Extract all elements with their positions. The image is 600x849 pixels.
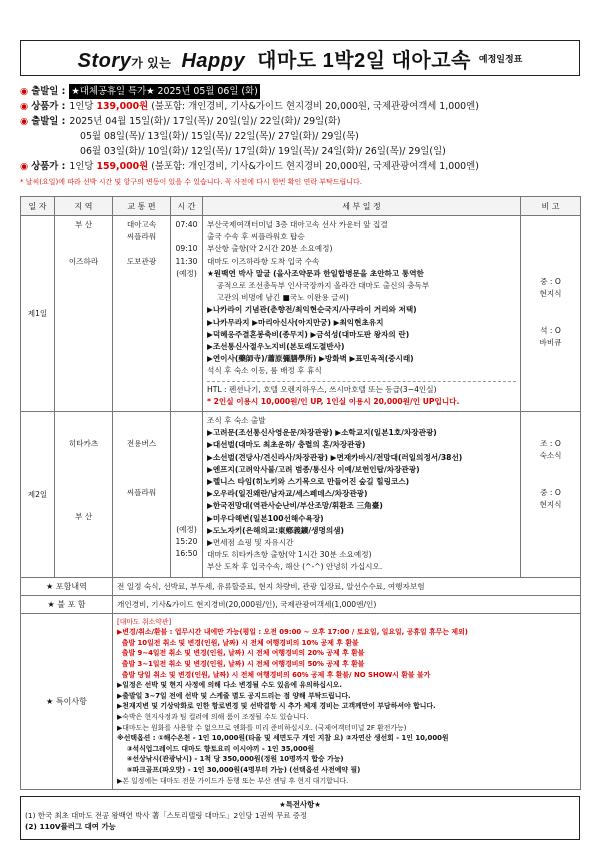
day1-row xyxy=(21,216,581,412)
departure2-row: ◉ 출발일 : 2025년 04월 15일(화)/ 17일(목)/ 20일(일)/ 22일(화)/ 29일(화) xyxy=(20,116,341,127)
gift-box xyxy=(20,796,580,840)
bullet-icon: ◉ xyxy=(20,101,29,112)
bullet-icon: ◉ xyxy=(20,86,29,97)
page-subtitle: 예정일정표 xyxy=(478,54,523,65)
info-block xyxy=(20,84,580,190)
exclude-value: 개인경비, 기사&가이드 현지경비(20,000원/인), 국제관광여객세(1,000엔/인) xyxy=(113,595,581,613)
title-box xyxy=(20,40,580,76)
hotel-note: * 2인실 이용시 10,000원/인 UP, 1인실 이용시 20,000원/인 UP입니다. xyxy=(207,396,460,406)
gift-line-1: (1) 한국 최초 대마도 전공 왕백연 박사 著「스토리텔링 대마도」2인당 1권씩 무료 증정 xyxy=(25,811,308,821)
gift-title: ★특전사항★ xyxy=(279,800,321,810)
hotel-line: HTL : 펜션나기, 호텔 오렌지하우스, 쓰시마호텔 또는 동급(3~4인실) xyxy=(207,384,437,394)
day2-region: 히타카츠 부 산 xyxy=(55,412,113,578)
price2-row: ◉ 상품가 : 1인당 159,000원 (불포함: 개인경비, 기사&가이드 현지경비 20,000원, 국제관광여객세 1,000엔) xyxy=(20,161,479,172)
price1-row: ◉ 상품가 : 1인당 139,000원 (불포함: 개인경비, 기사&가이드 현지경비 20,000원, 국제관광여객세 1,000엔) xyxy=(20,101,479,112)
include-row: ★ 포함내역 전 일정 숙식, 선박료, 부두세, 유류할증료, 현지 차량비, 관광 입장료, 알선수수료, 여행자보험 xyxy=(21,577,581,595)
departure2-line3: 06월 03일(화)/ 10일(화)/ 12일(목)/ 17일(화)/ 19일(목)/ 24일(화)/ 26일(목)/ 29일(일) xyxy=(80,146,446,157)
departure2-line2: 05월 08일(목)/ 13일(화)/ 15일(목)/ 22일(목)/ 27일(화)/ 29일(목) xyxy=(80,131,359,142)
day2-label: 제2일 xyxy=(21,412,55,578)
day2-transport: 전용버스 씨플라워 xyxy=(113,412,171,578)
schedule-table xyxy=(20,196,581,790)
special-departure: ★대체공휴일 특가★ 2025년 05월 06일 (화) xyxy=(71,86,258,97)
page xyxy=(20,0,580,840)
day1-transport: 대아고속 씨플라워 도보관광 xyxy=(113,216,171,412)
gift-line-2: (2) 110V플러그 대여 가능 xyxy=(25,822,116,832)
weather-notice: * 날씨(요일)에 따라 선박 시간 및 항구의 변동이 있을 수 있습니다. 꼭 사전에 다시 한번 확인 연락 부탁드립니다. xyxy=(20,178,363,186)
table-header: 일 자 지 역 교 통 편 시 간 세 부 일 정 비 고 xyxy=(21,197,581,216)
cancel-policy: [대마도 취소약관] ▶변경/취소/환불 : 업무시간 내에만 가능(평일 : 오전 09:00 ~ 오후 17:00 / 토요일, 일요일, 공휴일 휴무는 제외) 출발 10일전 취소 및 변경(인원, 날짜) 시 전체 여행경비의 10% 공제 후 환불 출발 9~4일전 취소 및 변경(인원, 날짜) 시 전체 여행경비의 20% 공제 후 환불 출발 3~1일전 취소 및 변경(인원, 날짜) 시 전체 여행경비의 50% 공제 후 환불 출발 당일 취소 및 변경(인원, 날짜) 시 전체 여행경비의 60% 공제 후 환불/ NO SHOW시 환불 불가 ▶일정은 선박 및 현지 사정에 의해 다소 변경될 수도 있음에 유의하십시오. ▶출발일 3~7일 전에 선박 및 스케줄 별도 공지드리는 점 양해 부탁드립니다. ▶천재지변 및 기상악화로 인한 항로변경 및 선박결항 시 추가 체재 경비는 고객께만이 부담하셔야 합니다. ▶숙박은 현지사정과 팀 컬러에 의해 룸이 조정될 수도 있습니다. ▶대마도는 원화를 사용할 수 없으므로 엔화를 미리 준비하십시오. (국제여객터미널 2F 환전가능) ※선택옵션 : ①해수온천 - 1인 10,000원(타올 및 세면도구 개인 지참 요) ②자연산 생선회 - 1인 10,000원 ③석식업그레이드 대마도 향토요리 이시야끼 - 1인 35,000원 ④선상낚시(관광낚시) - 1척 당 350,000원(정원 10명까지 합승 가능) ⑤파크골프(파오맛) - 1인 30,000원(4명부터 가능) (선택옵션 사전예약 필) ▶본 일정에는 대마도 전문 가이드가 동행 또는 부산 센딩 후 현지 대기합니다. xyxy=(113,613,581,790)
price2-amount: 159,000원 xyxy=(96,161,149,172)
day2-remarks: 조 : O 숙소식 중 : O 현지식 xyxy=(521,412,581,578)
day1-remarks: 중 : O 현지식 석 : O 바비큐 xyxy=(521,216,581,412)
exclude-row: ★ 불 포 함 개인경비, 기사&가이드 현지경비(20,000원/인), 국제관광여객세(1,000엔/인) xyxy=(21,595,581,613)
divider xyxy=(207,381,516,382)
special-row: ★ 특이사항 [대마도 취소약관] ▶변경/취소/환불 : 업무시간 내에만 가능(평일 : 오전 09:00 ~ 오후 17:00 / 토요일, 일요일, 공휴일 휴무는 제외) 출발 10일전 취소 및 변경(인원, 날짜) 시 전체 여행경비의 10% 공제 후 환불 출발 9~4일전 취소 및 변경(인원, 날짜) 시 전체 여행경비의 20% 공제 후 환불 출발 3~1일전 취소 및 변경(인원, 날짜) 시 전체 여행경비의 50% 공제 후 환불 출발 당일 취소 및 변경(인원, 날짜) 시 전체 여행경비의 60% 공제 후 환불/ NO SHOW시 환불 불가 ▶일정은 선박 및 현지 사정에 의해 다소 변경될 수도 있음에 유의하십시오. ▶출발일 3~7일 전에 선박 및 스케줄 별도 공지드리는 점 양해 부탁드립니다. ▶천재지변 및 기상악화로 인한 항로변경 및 선박결항 시 추가 체재 경비는 고객께만이 부담하셔야 합니다. ▶숙박은 현지사정과 팀 컬러에 의해 룸이 조정될 수도 있습니다. ▶대마도는 원화를 사용할 수 없으므로 엔화를 미리 준비하십시오. (국제여객터미널 2F 환전가능) ※선택옵션 : ①해수온천 - 1인 10,000원(타올 및 세면도구 개인 지참 요) ②자연산 생선회 - 1인 10,000원 ③석식업그레이드 대마도 향토요리 이시야끼 - 1인 35,000원 ④선상낚시(관광낚시) - 1척 당 350,000원(정원 10명까지 합승 가능) ⑤파크골프(파오맛) - 1인 30,000원(4명부터 가능) (선택옵션 사전예약 필) ▶본 일정에는 대마도 전문 가이드가 동행 또는 부산 센딩 후 현지 대기합니다. xyxy=(21,613,581,790)
day1-detail: 부산국제여객터미널 3층 대아고속 선사 카운터 앞 집결 출국 수속 후 씨플라워호 탑승 부산항 출항(약 2시간 20분 소요예정) 대마도 이즈하라항 도착 입국 수속 ★원백연 박사 말굴 (을사조약문과 한일합병문을 초안하고 통역한 공적으로 조선총독부 인사국장까지 올라간 대마도 출신의 충독부 고관의 비명에 남긴 ■국노 이완용 글씨) ▶나카라이 기념관(춘향전/최익현순국지/사쿠라이 거리와 저택) ▶나카무라지 ▶마리아신사(아지만궁) ▶최익현초유지 ▶덕혜옹주결혼봉축비(종무지) ▶금석성(대마도판 왕자의 란) ▶조선통신사절우노지비(본토래도절반사) ▶연이사(藥師寺)/蕭原彌膳學所) ▶방화벽 ▶표민옥적(중시래) 석식 후 숙소 이동, 룸 배정 후 휴식 HTL : 펜션나기, 호텔 오렌지하우스, 쓰시마호텔 또는 동급(3~4인실) * 2인실 이용시 10,000원/인 UP, 1인실 이용시 20,000원/인 UP입니다. xyxy=(203,216,521,412)
day1-region: 부 산 이즈하라 xyxy=(55,216,113,412)
day2-time: (예정) 15:20 16:50 xyxy=(171,412,203,578)
page-title: Story가 있는 Happy 대마도 1박2일 대아고속 xyxy=(77,49,471,72)
day1-time: 07:40 09:10 11:30 (예정) xyxy=(171,216,203,412)
bullet-icon: ◉ xyxy=(20,116,29,127)
day2-row xyxy=(21,412,581,578)
departure-row: ◉ 출발일 : ★대체공휴일 특가★ 2025년 05월 06일 (화) xyxy=(20,86,258,97)
day1-label: 제1일 xyxy=(21,216,55,412)
price1-amount: 139,000원 xyxy=(96,101,149,112)
bullet-icon: ◉ xyxy=(20,161,29,172)
include-value: 전 일정 숙식, 선박료, 부두세, 유류할증료, 현지 차량비, 관광 입장료, 알선수수료, 여행자보험 xyxy=(113,577,581,595)
day2-detail: 조식 후 숙소 출발 ▶고려문(조선통신사영운문/차장관광) ▶소학교지(일본1호/차장관광) ▶대선벌(대마도 최초운하/ 충렬의 혼/차장관광) ▶소선벌(견당사/견신라사/차장관광) ▶면재카바시/전망대(러일의정서/38선) ▶엔프지(고려악사불/고려 범종/통신사 이예/보헌인탑/차장관광) ▶렐니스 타임(히노키와 스기목으로 만들어진 숲길 힐링코스) ▶오우라(일진왜란/남자교/세스페데스/차장관광) ▶한국전망대(역관사순난비/부산조망/휘환조 三角臺) ▶미우다해변(일본100선해수욕장) ▶도노자키(은해의교:東鄕義鑛/생명의샘) ▶면세점 쇼핑 및 자유시간 대마도 히타카츠항 출항(약 1시간 30분 소요예정) 부산 도착 후 입국수속, 해산 (^-^) 안녕히 가십시오. xyxy=(203,412,521,578)
